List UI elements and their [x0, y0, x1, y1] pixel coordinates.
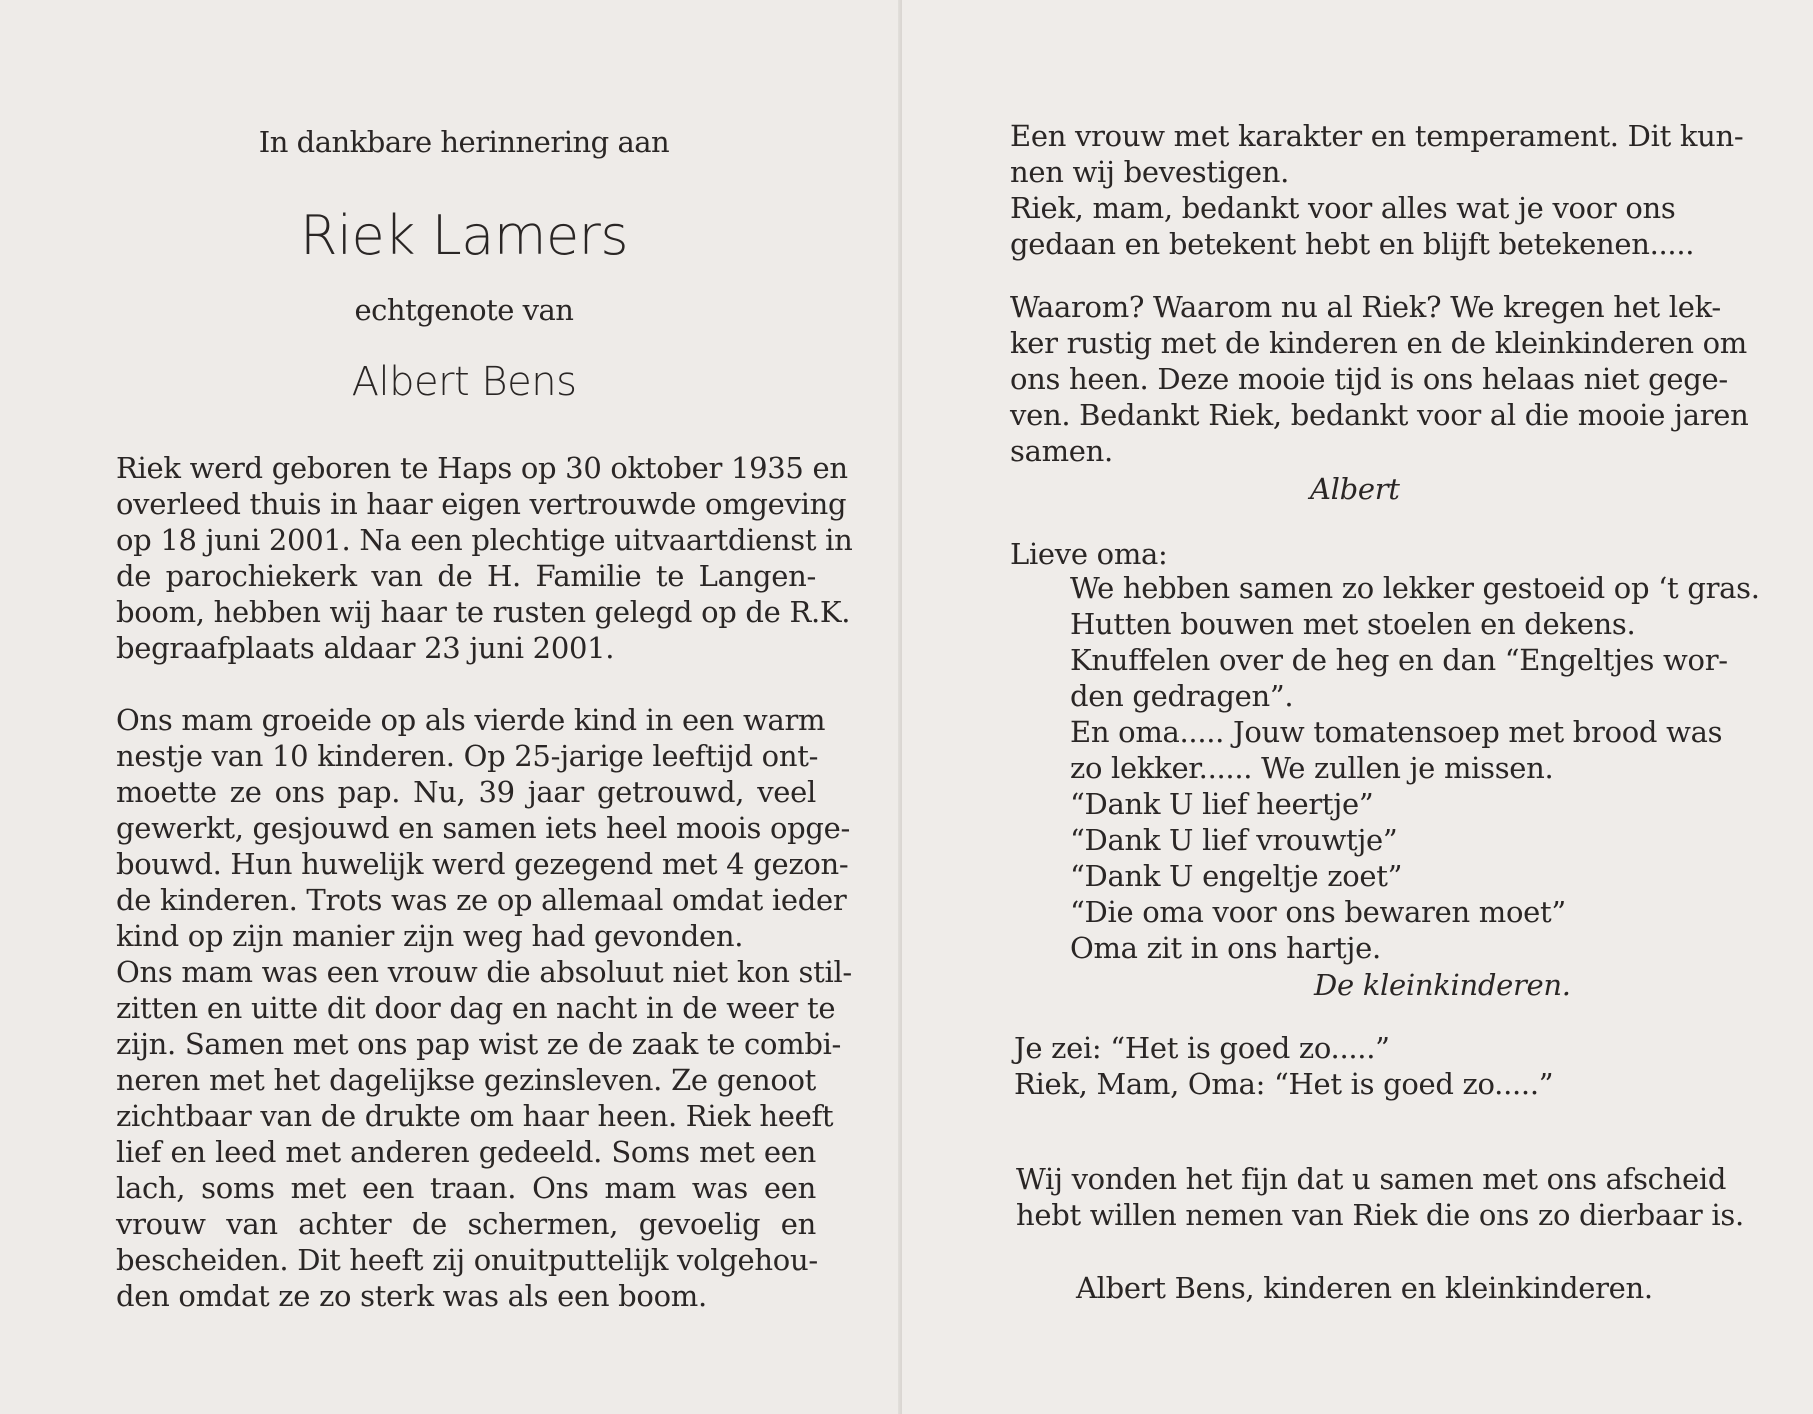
poem-line: Knuffelen over de heg en dan “Engeltjes wor-	[1070, 643, 1728, 677]
text-line: de parochiekerk van de H. Familie te Langen-	[116, 559, 816, 593]
closing-signature: Albert Bens, kinderen en kleinkinderen.	[1076, 1271, 1653, 1305]
text-line: neren met het dagelijkse gezinsleven. Ze genoot	[116, 1063, 816, 1097]
text-line: moette ze ons pap. Nu, 39 jaar getrouwd, veel	[116, 775, 816, 809]
text-line: Riek werd geboren te Haps op 30 oktober 1935 en	[116, 451, 848, 485]
text-line: Een vrouw met karakter en temperament. Dit kun-	[1010, 119, 1744, 153]
text-line: nen wij bevestigen.	[1010, 155, 1290, 189]
signature-albert: Albert	[1310, 472, 1400, 506]
poem-line: zo lekker...... We zullen je missen.	[1070, 751, 1554, 785]
poem-line: We hebben samen zo lekker gestoeid op ‘t gras.	[1070, 571, 1760, 605]
deceased-name: Riek Lamers	[299, 204, 629, 267]
text-line: boom, hebben wij haar te rusten gelegd op de R.K.	[116, 595, 851, 629]
poem-line: den gedragen”.	[1070, 679, 1294, 713]
intro-text: In dankbare herinnering aan	[258, 125, 670, 159]
poem-line: Oma zit in ons hartje.	[1070, 931, 1381, 965]
poem-line: En oma..... Jouw tomatensoep met brood was	[1070, 715, 1723, 749]
text-line: lach, soms met een traan. Ons mam was een	[116, 1171, 816, 1205]
right-page	[902, 0, 1813, 1414]
text-line: samen.	[1010, 434, 1113, 468]
poem-line: “Die oma voor ons bewaren moet”	[1070, 895, 1566, 929]
text-line: Wij vonden het fijn dat u samen met ons afscheid	[1016, 1162, 1727, 1196]
text-line: Riek, mam, bedankt voor alles wat je voor ons	[1010, 191, 1676, 225]
text-line: bouwd. Hun huwelijk werd gezegend met 4 gezon-	[116, 847, 849, 881]
text-line: ker rustig met de kinderen en de kleinkinderen om	[1010, 326, 1747, 360]
text-line: begraafplaats aldaar 23 juni 2001.	[116, 631, 615, 665]
text-line: Ons mam groeide op als vierde kind in een warm	[116, 703, 826, 737]
text-line: gedaan en betekent hebt en blijft betekenen.....	[1010, 227, 1695, 261]
poem-line: Hutten bouwen met stoelen en dekens.	[1070, 607, 1636, 641]
poem-line: “Dank U lief heertje”	[1070, 787, 1374, 821]
text-line: op 18 juni 2001. Na een plechtige uitvaartdienst in	[116, 523, 853, 557]
text-line: ven. Bedankt Riek, bedankt voor al die mooie jaren	[1010, 398, 1749, 432]
text-line: bescheiden. Dit heeft zij onuitputtelijk volgehou-	[116, 1243, 818, 1277]
text-line: nestje van 10 kinderen. Op 25-jarige leeftijd ont-	[116, 739, 819, 773]
text-line: vrouw van achter de schermen, gevoelig en	[116, 1207, 816, 1241]
text-line: ons heen. Deze mooie tijd is ons helaas niet gege-	[1010, 362, 1728, 396]
spouse-label: echtgenote van	[354, 293, 574, 327]
text-line: hebt willen nemen van Riek die ons zo dierbaar is.	[1016, 1198, 1744, 1232]
poem-line: “Dank U lief vrouwtje”	[1070, 823, 1398, 857]
text-line: Ons mam was een vrouw die absoluut niet kon stil-	[116, 955, 852, 989]
quote-line: Je zei: “Het is goed zo.....”	[1014, 1031, 1390, 1065]
text-line: gewerkt, gesjouwd en samen iets heel moois opge-	[116, 811, 850, 845]
signature-grandchildren: De kleinkinderen.	[1314, 968, 1571, 1002]
text-line: zijn. Samen met ons pap wist ze de zaak te combi-	[116, 1027, 842, 1061]
text-line: Waarom? Waarom nu al Riek? We kregen het lek-	[1010, 290, 1721, 324]
text-line: de kinderen. Trots was ze op allemaal omdat ieder	[116, 883, 847, 917]
text-line: zitten en uitte dit door dag en nacht in de weer te	[116, 991, 836, 1025]
left-page	[0, 0, 902, 1414]
text-line: zichtbaar van de drukte om haar heen. Riek heeft	[116, 1099, 834, 1133]
spouse-name: Albert Bens	[351, 359, 577, 405]
poem-line: “Dank U engeltje zoet”	[1070, 859, 1403, 893]
text-line: den omdat ze zo sterk was als een boom.	[116, 1279, 707, 1313]
text-line: kind op zijn manier zijn weg had gevonden.	[116, 919, 744, 953]
text-line: overleed thuis in haar eigen vertrouwde omgeving	[116, 487, 847, 521]
quote-line: Riek, Mam, Oma: “Het is goed zo.....”	[1014, 1067, 1554, 1101]
poem-greeting: Lieve oma:	[1010, 537, 1168, 571]
text-line: lief en leed met anderen gedeeld. Soms met een	[116, 1135, 816, 1169]
